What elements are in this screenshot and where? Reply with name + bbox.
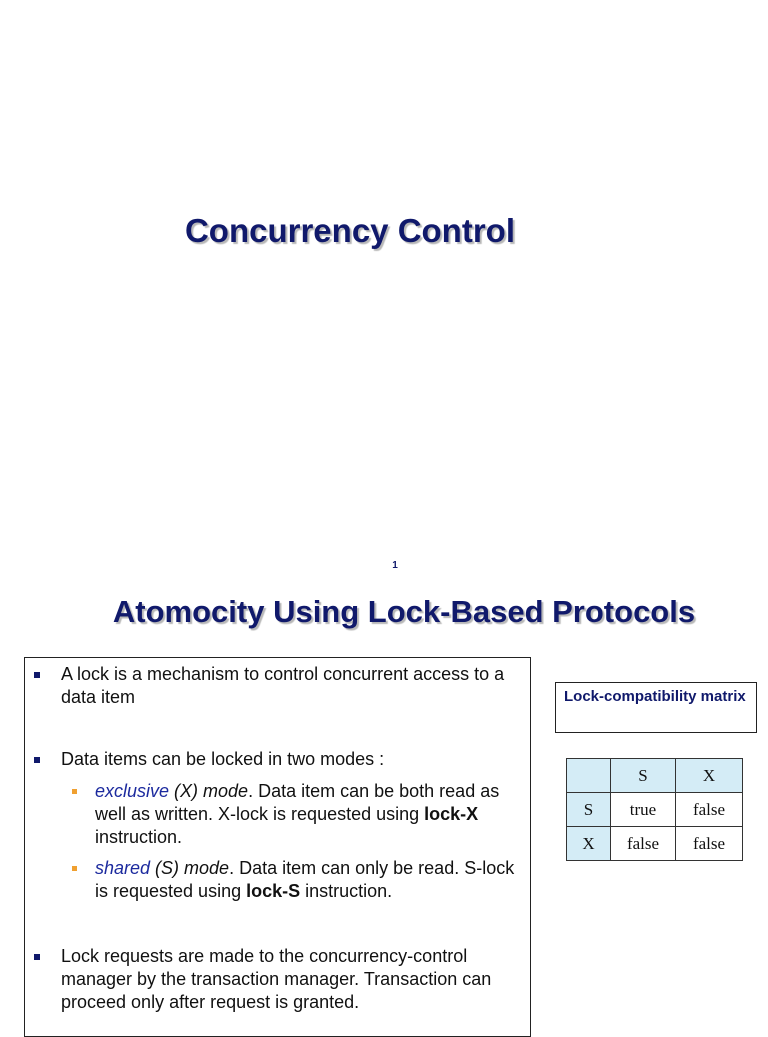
matrix-caption: Lock-compatibility matrix bbox=[555, 682, 757, 733]
sub-bullet-text bbox=[95, 780, 515, 849]
term-shared: shared bbox=[95, 858, 151, 878]
matrix-cell: true bbox=[611, 793, 676, 827]
matrix-cell: false bbox=[611, 827, 676, 861]
mode-label: (S) mode bbox=[150, 858, 230, 878]
bullet-text: A lock is a mechanism to control concurrent access to a data item bbox=[61, 664, 505, 707]
lock-compatibility-matrix bbox=[566, 758, 743, 861]
square-sub-bullet-icon bbox=[72, 789, 77, 794]
matrix-col-header: S bbox=[611, 759, 676, 793]
matrix-row bbox=[567, 827, 743, 861]
sub-text-a: . Data item can be both read as well as written. X-lock is requested using bbox=[95, 781, 500, 824]
matrix-row-header: X bbox=[567, 827, 611, 861]
matrix-header-row bbox=[567, 759, 743, 793]
mode-label: (X) mode bbox=[169, 781, 249, 801]
matrix-cell: false bbox=[676, 793, 743, 827]
bullet-text: Data items can be locked in two modes : bbox=[61, 749, 385, 769]
square-bullet-icon bbox=[34, 757, 40, 763]
term-exclusive: exclusive bbox=[95, 781, 170, 801]
sub-text-b: instruction. bbox=[300, 881, 393, 901]
matrix-corner-cell bbox=[567, 759, 611, 793]
slide-title-2: Atomocity Using Lock-Based Protocols bbox=[112, 594, 696, 629]
keyword-lock-x: lock-X bbox=[424, 804, 479, 824]
page-number: 1 bbox=[392, 560, 398, 571]
matrix-row bbox=[567, 793, 743, 827]
matrix-col-header: X bbox=[676, 759, 743, 793]
matrix-cell: false bbox=[676, 827, 743, 861]
square-bullet-icon bbox=[34, 954, 40, 960]
bullet-text: Lock requests are made to the concurrency-control manager by the transaction manager. Transaction can proceed only after request is granted. bbox=[61, 946, 492, 1012]
sub-text-a: . Data item can only be read. S-lock is requested using bbox=[95, 858, 515, 901]
sub-text-b: instruction. bbox=[95, 827, 183, 847]
sub-bullet-text bbox=[95, 857, 515, 903]
slide-title: Concurrency Control bbox=[184, 212, 516, 249]
square-sub-bullet-icon bbox=[72, 866, 77, 871]
keyword-lock-s: lock-S bbox=[246, 881, 301, 901]
matrix-row-header: S bbox=[567, 793, 611, 827]
square-bullet-icon bbox=[34, 672, 40, 678]
content-box bbox=[24, 657, 531, 1037]
